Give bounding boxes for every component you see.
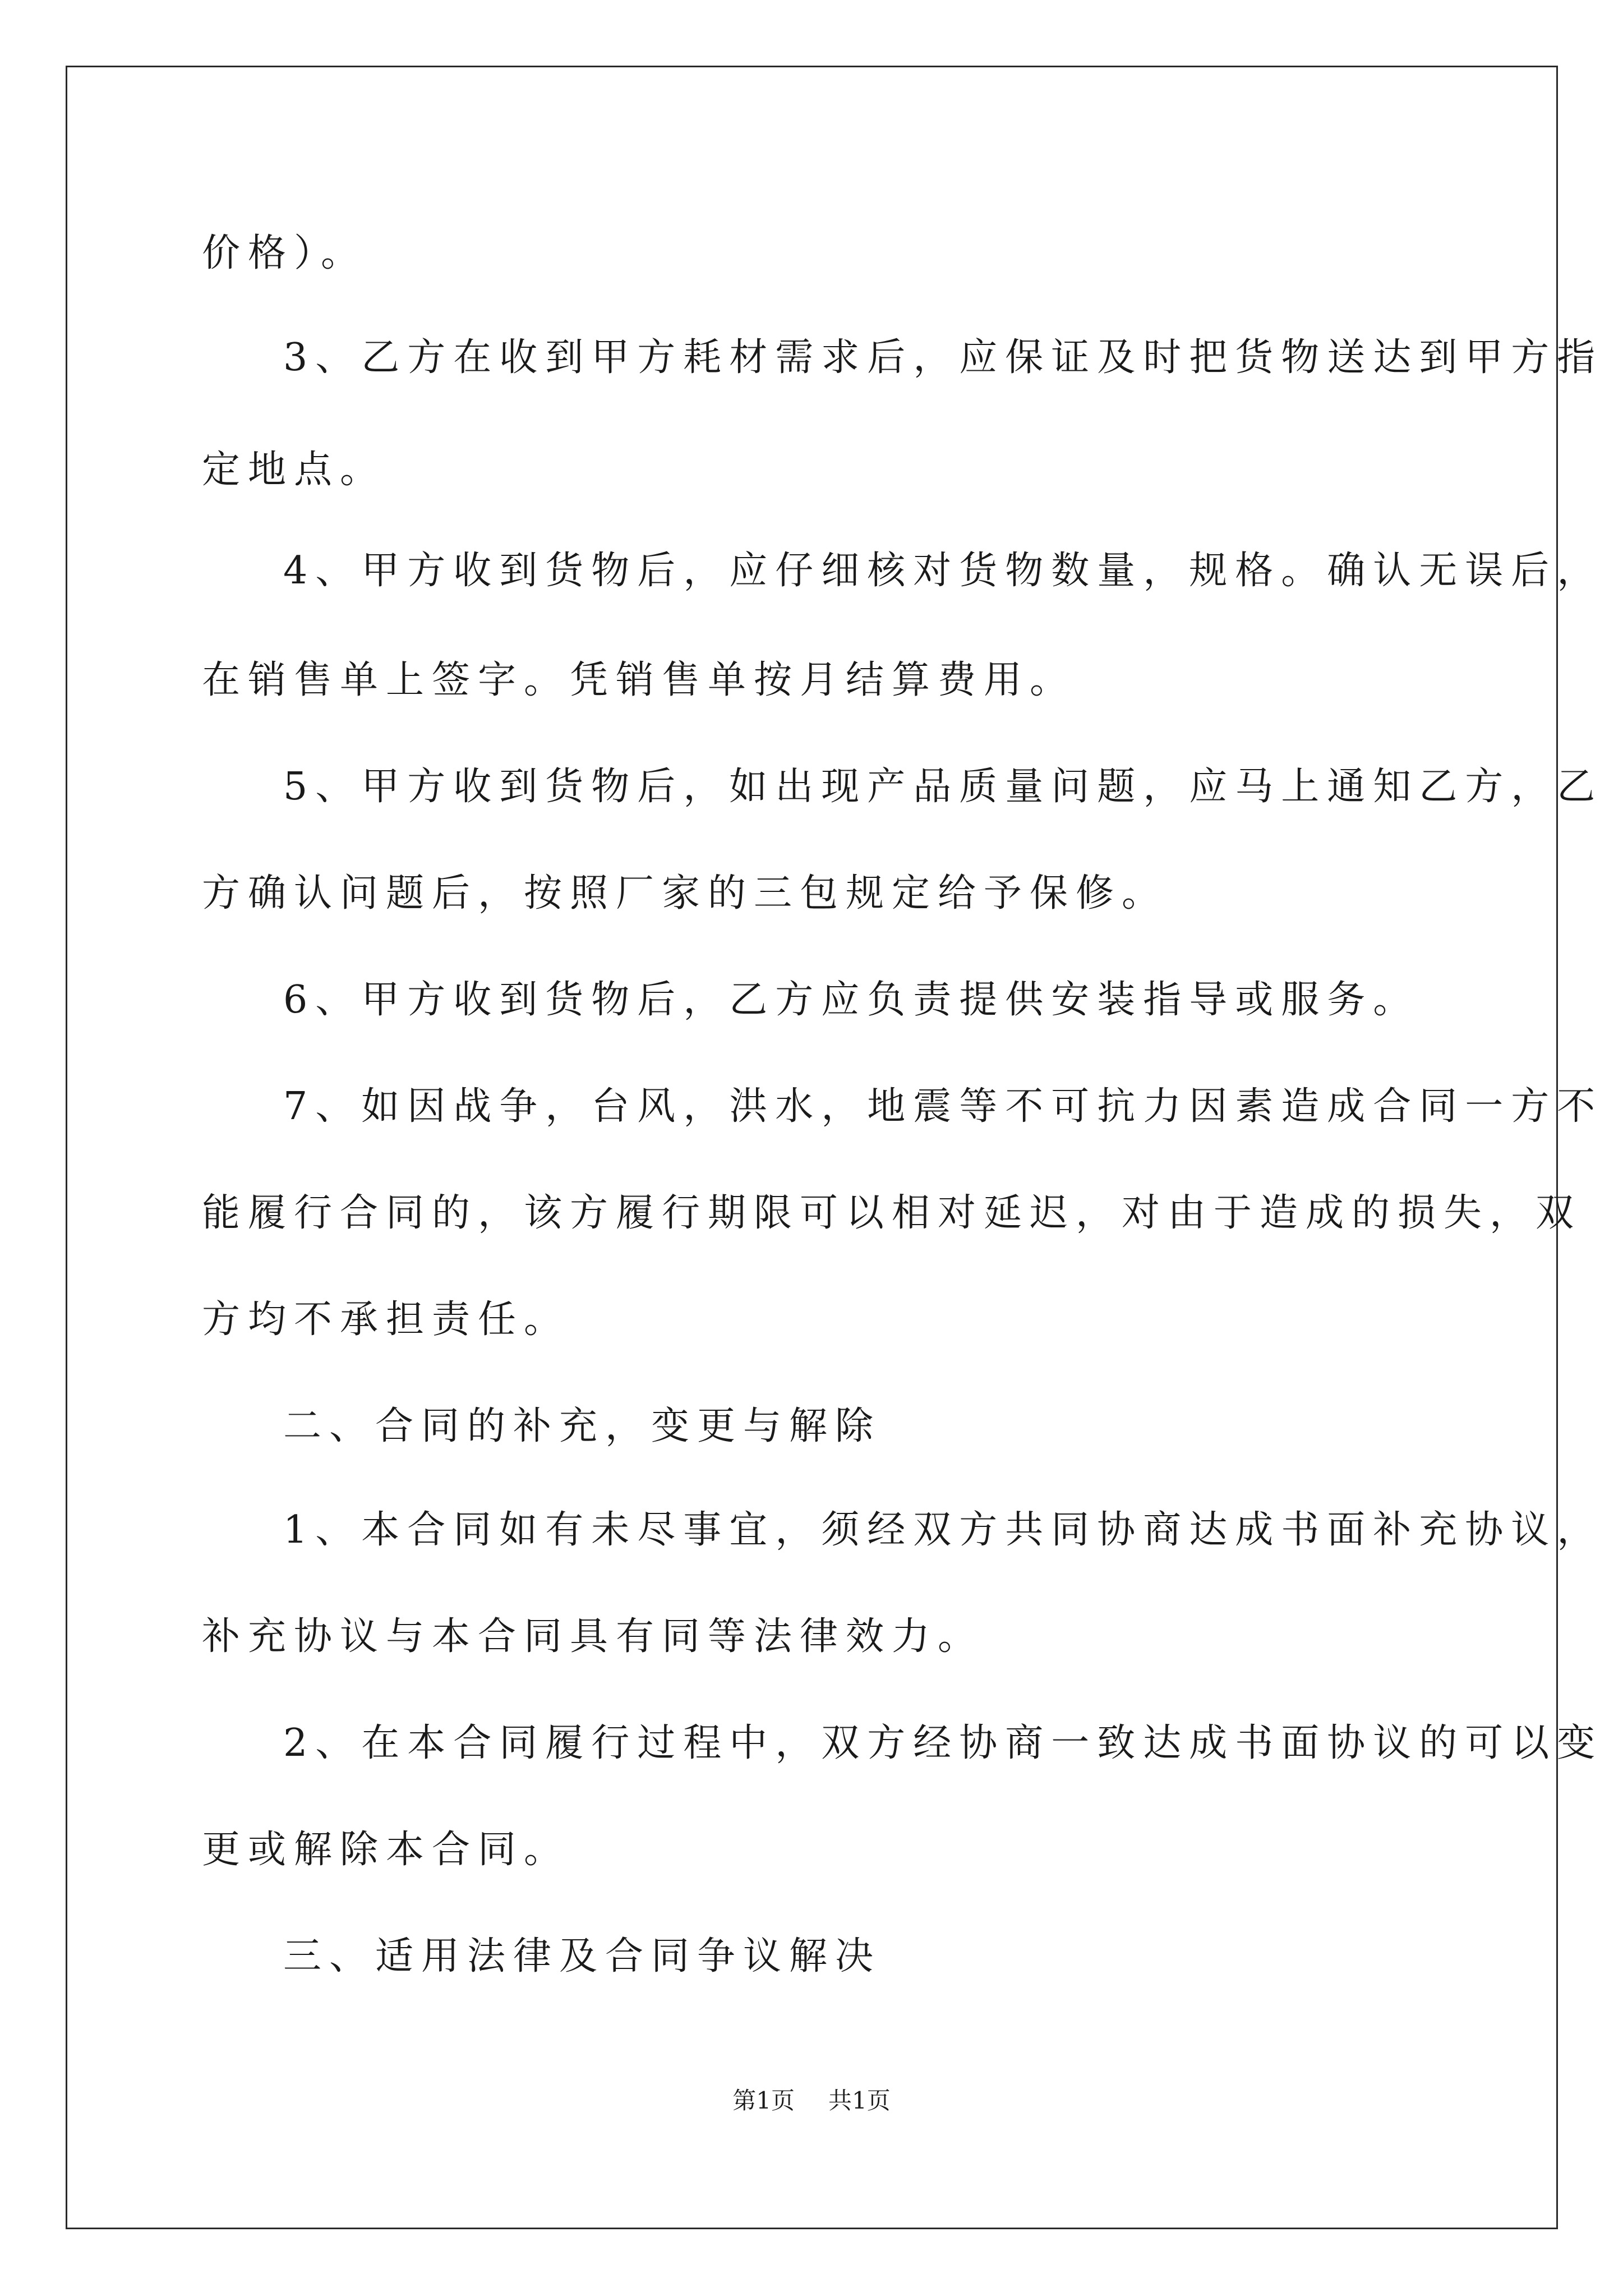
- page-number: 第1页: [732, 2087, 795, 2114]
- section-heading: 三、适用法律及合同争议解决: [283, 1934, 882, 1978]
- text-line: 方确认问题后，按照厂家的三包规定给予保修。: [202, 871, 1168, 915]
- text-line: 在销售单上签字。凭销售单按月结算费用。: [202, 658, 1076, 702]
- text-line: 4、甲方收到货物后，应仔细核对货物数量，规格。确认无误后，: [283, 549, 1603, 593]
- text-line: 方均不承担责任。: [202, 1297, 570, 1342]
- text-line: 5、甲方收到货物后，如出现产品质量问题，应马上通知乙方，乙: [283, 765, 1603, 809]
- page-total: 共1页: [828, 2087, 891, 2114]
- page-footer: [0, 2084, 1623, 2118]
- text-line: 定地点。: [202, 448, 386, 492]
- page-border: [66, 66, 1558, 2229]
- text-line: 更或解除本合同。: [202, 1828, 570, 1872]
- text-line: 3、乙方在收到甲方耗材需求后，应保证及时把货物送达到甲方指: [283, 335, 1603, 380]
- text-line: 7、如因战争，台风，洪水，地震等不可抗力因素造成合同一方不: [283, 1084, 1603, 1129]
- text-line: 1、本合同如有未尽事宜，须经双方共同协商达成书面补充协议，: [283, 1508, 1603, 1552]
- text-line: 补充协议与本合同具有同等法律效力。: [202, 1614, 984, 1659]
- text-line: 2、在本合同履行过程中，双方经协商一致达成书面协议的可以变: [283, 1721, 1603, 1765]
- text-line: 6、甲方收到货物后，乙方应负责提供安装指导或服务。: [283, 978, 1419, 1022]
- section-heading: 二、合同的补充，变更与解除: [283, 1404, 882, 1448]
- text-line: 能履行合同的，该方履行期限可以相对延迟，对由于造成的损失，双: [202, 1191, 1582, 1235]
- text-line: 价格）。: [202, 231, 367, 275]
